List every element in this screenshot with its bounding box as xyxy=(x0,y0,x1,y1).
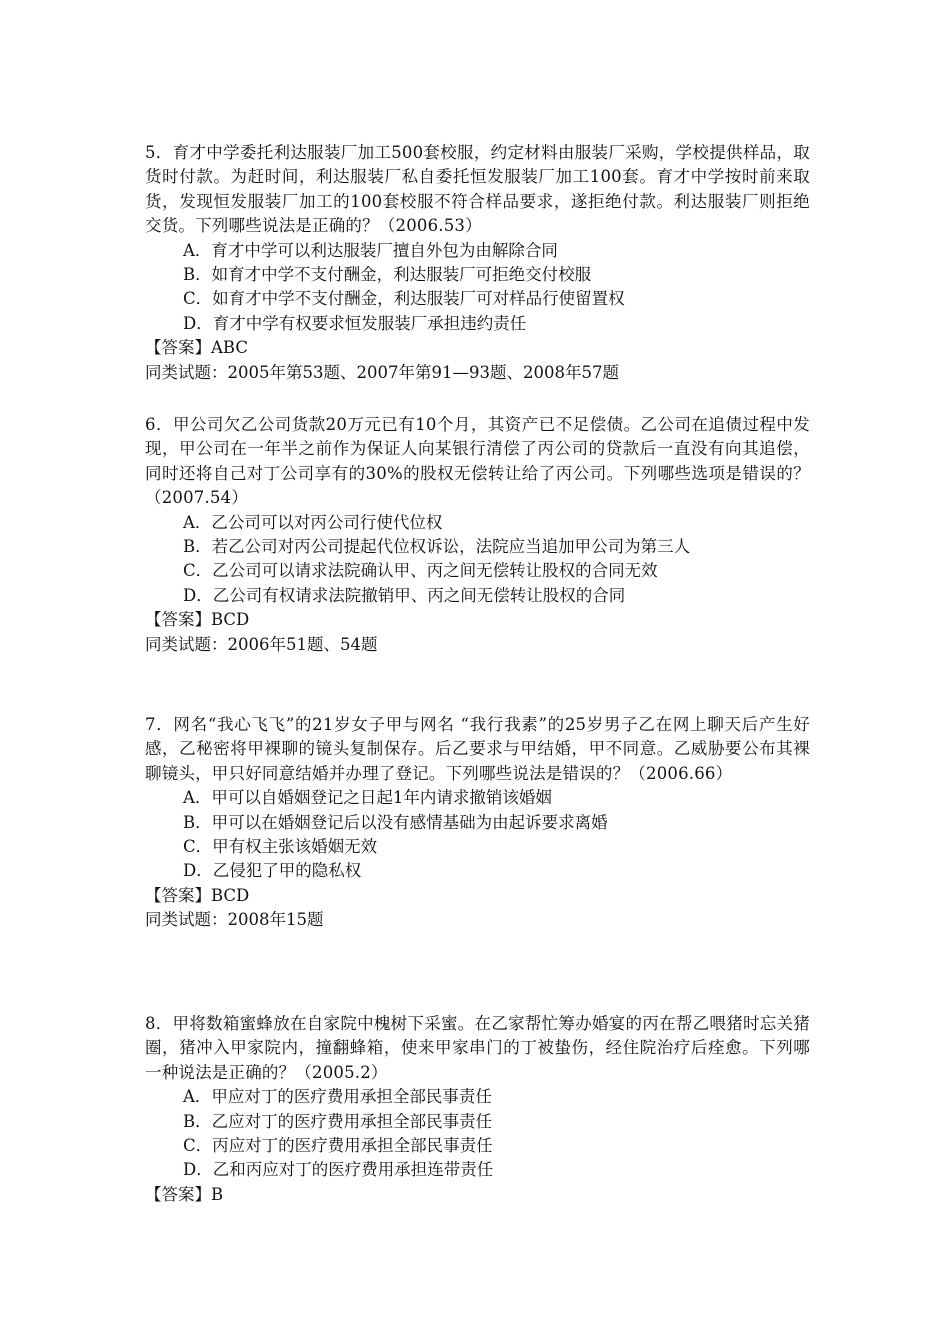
option-b: B．若乙公司对丙公司提起代位权诉讼，法院应当追加甲公司为第三人 xyxy=(183,537,691,557)
question-8 xyxy=(145,1012,810,1207)
option-d: D．育才中学有权要求恒发服装厂承担违约责任 xyxy=(183,313,527,333)
option-d: D．乙公司有权请求法院撤销甲、丙之间无偿转让股权的合同 xyxy=(183,585,626,605)
option-b: B．乙应对丁的医疗费用承担全部民事责任 xyxy=(183,1111,493,1131)
option-a: A．甲应对丁的医疗费用承担全部民事责任 xyxy=(183,1087,492,1107)
option-c: C．乙公司可以请求法院确认甲、丙之间无偿转让股权的合同无效 xyxy=(183,561,658,581)
question-stem: 5．育才中学委托利达服装厂加工500套校服，约定材料由服装厂采购，学校提供样品，取货时付款。为赶时间，利达服装厂私自委托恒发服装厂加工100套。育才中学按时前来取货，发现恒发服装厂加工的100套校服不符合样品要求，遂拒绝付款。利达服装厂则拒绝交货。下列哪些说法是正确的？（2006.53） xyxy=(145,143,810,236)
option-c: C．甲有权主张该婚姻无效 xyxy=(183,837,378,857)
option-a: A．育才中学可以利达服装厂擅自外包为由解除合同 xyxy=(183,240,558,260)
option-b: B．如育才中学不支付酬金，利达服装厂可拒绝交付校服 xyxy=(183,265,592,285)
similar-questions: 同类试题：2008年15题 xyxy=(145,910,324,930)
option-a: A．乙公司可以对丙公司行使代位权 xyxy=(183,512,443,532)
option-b: B．甲可以在婚姻登记后以没有感情基础为由起诉要求离婚 xyxy=(183,812,608,832)
answer: 【答案】BCD xyxy=(145,885,250,905)
question-7 xyxy=(145,713,810,933)
option-c: C．如育才中学不支付酬金，利达服装厂可对样品行使留置权 xyxy=(183,289,625,309)
question-5 xyxy=(145,141,810,385)
question-6 xyxy=(145,413,810,657)
option-a: A．甲可以自婚姻登记之日起1年内请求撤销该婚姻 xyxy=(183,788,552,808)
question-stem: 6．甲公司欠乙公司货款20万元已有10个月，其资产已不足偿债。乙公司在追债过程中发现，甲公司在一年半之前作为保证人向某银行清偿了丙公司的贷款后一直没有向其追偿，同时还将自己对丁公司享有的30%的股权无偿转让给了丙公司。下列哪些选项是错误的？ （2007.54） xyxy=(145,415,810,508)
similar-questions: 同类试题：2006年51题、54题 xyxy=(145,634,378,654)
similar-questions: 同类试题：2005年第53题、2007年第91—93题、2008年57题 xyxy=(145,362,619,382)
option-c: C．丙应对丁的医疗费用承担全部民事责任 xyxy=(183,1136,493,1156)
question-stem: 7．网名“我心飞飞”的21岁女子甲与网名 “我行我素”的25岁男子乙在网上聊天后产生好感，乙秘密将甲裸聊的镜头复制保存。后乙要求与甲结婚，甲不同意。乙威胁要公布其裸聊镜头，甲只好同意结婚并办理了登记。下列哪些说法是错误的？（2006.66） xyxy=(145,715,810,783)
question-stem: 8．甲将数箱蜜蜂放在自家院中槐树下采蜜。在乙家帮忙筹办婚宴的丙在帮乙喂猪时忘关猪圈，猪冲入甲家院内，撞翻蜂箱，使来甲家串门的丁被蛰伤，经住院治疗后痊愈。下列哪一种说法是正确的？（2005.2） xyxy=(145,1014,810,1082)
answer: 【答案】ABC xyxy=(145,338,248,358)
option-d: D．乙和丙应对丁的医疗费用承担连带责任 xyxy=(183,1160,494,1180)
answer: 【答案】B xyxy=(145,1184,224,1204)
option-d: D．乙侵犯了甲的隐私权 xyxy=(183,861,362,881)
answer: 【答案】BCD xyxy=(145,610,250,630)
